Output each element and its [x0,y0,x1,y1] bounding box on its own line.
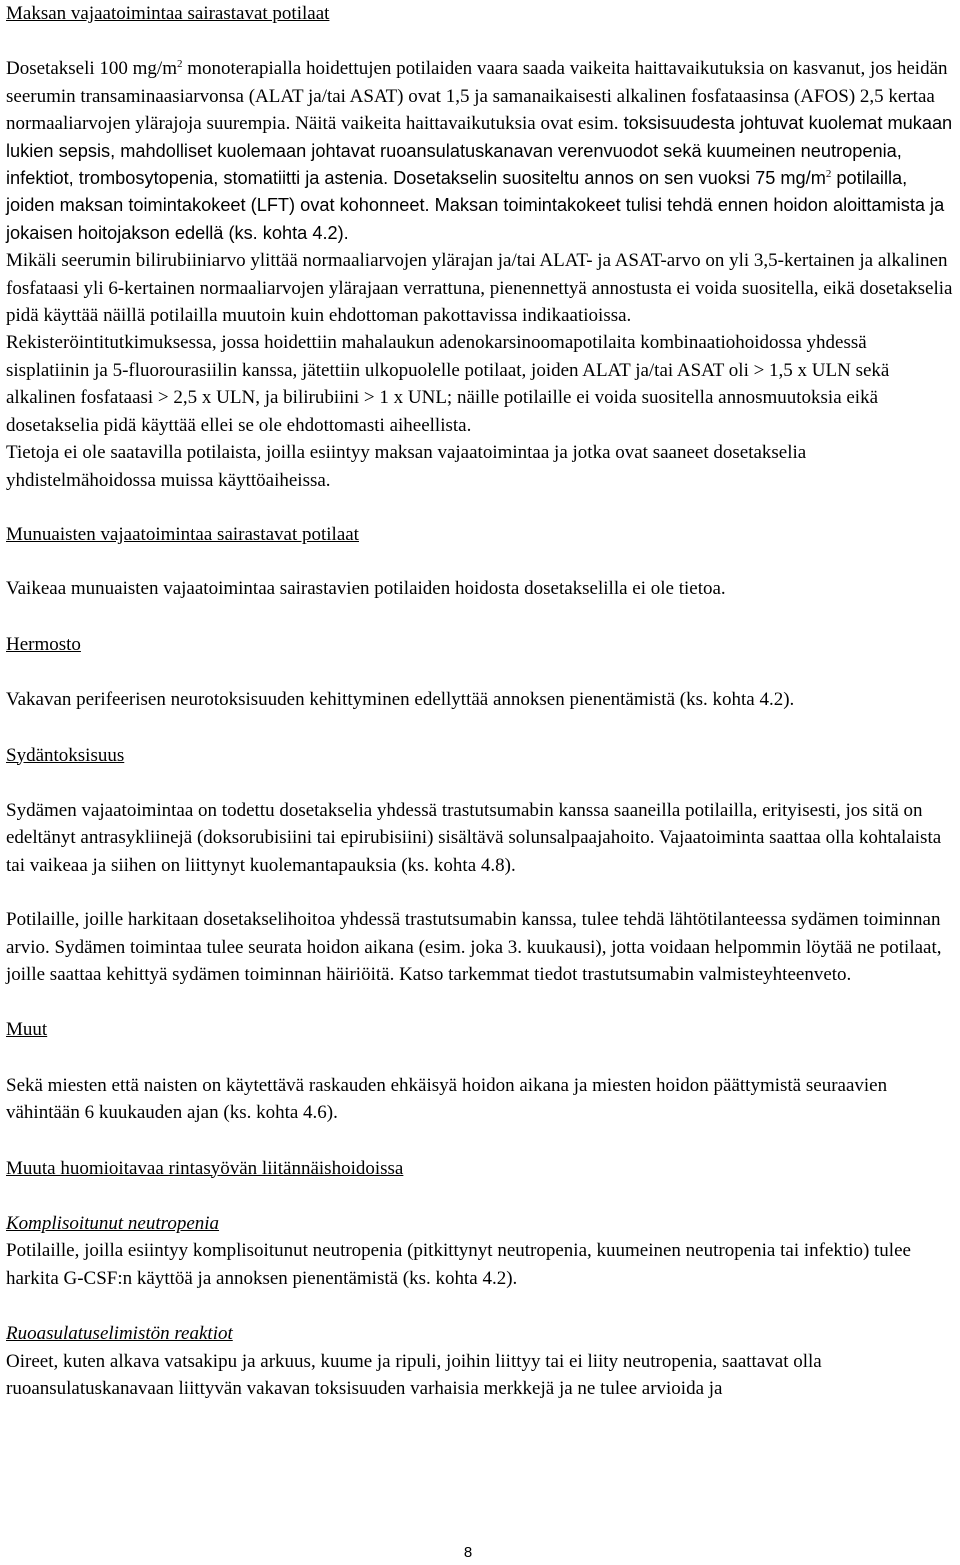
paragraph-adjuvant-1: Potilaille, joilla esiintyy komplisoitunut neutropenia (pitkittynyt neutropenia, kuumeinen neutropenia tai infektio) tulee harkita G-CSF:n käyttöä ja annoksen pienentämistä (ks. kohta 4.2). [6,1240,911,1289]
section-heading-cardiac: Sydäntoksisuus [6,744,125,766]
subheading-complicated-neutropenia: Komplisoitunut neutropenia [6,1213,220,1234]
superscript: 2 [825,168,832,181]
section-heading-liver: Maksan vajaatoimintaa sairastavat potilaat [6,3,330,24]
superscript: 2 [176,58,183,71]
paragraph-liver-4: Tietoja ei ole saatavilla potilaista, joilla esiintyy maksan vajaatoimintaa ja jotka ovat saaneet dosetakselia yhdistelmähoidossa muissa käyttöaiheissa. [6,442,807,491]
section-heading-nervous-system: Hermosto [6,633,81,655]
paragraph-liver-1 [6,55,954,247]
text-run: Dosetakseli 100 mg/m [6,58,177,80]
text-run: potilailla, joiden maksan toimintakokeet (LFT) ovat kohonneet. Maksan toimintakokeet tulisi tehdä ennen hoidon aloittamista ja jokaisen hoitojakson edellä (ks. kohta 4.2). [6,168,945,243]
paragraph-other-1: Sekä miesten että naisten on käytettävä raskauden ehkäisyä hoidon aikana ja miesten hoidon päättymistä seuraavien vähintään 6 kuukauden ajan (ks. kohta 4.6). [6,1074,888,1124]
paragraph-liver-2: Mikäli seerumin bilirubiiniarvo ylittää normaaliarvojen ylärajan ja/tai ALAT- ja ASAT-arvo on yli 3,5-kertainen ja alkalinen fosfataasi yli 6-kertainen normaaliarvojen ylärajaan verrattuna, pienennettyä annostusta ei voida suositella, eikä dosetakselia pidä käyttää näillä potilailla muutoin kuin ehdottoman pakottavissa indikaatioissa. [6,250,953,327]
document-page [6,0,954,1402]
paragraph-kidney-1: Vaikeaa munuaisten vajaatoimintaa sairastavien potilaiden hoidosta dosetakselilla ei ole tietoa. [6,578,726,600]
subheading-gastrointestinal-reactions: Ruoasulatuselimistön reaktiot [6,1323,233,1345]
paragraph-liver-3: Rekisteröintitutkimuksessa, jossa hoidettiin mahalaukun adenokarsinoomapotilaita kombinaatiohoidossa yhdessä sisplatiinin ja 5-fluorourasiilin kanssa, jätettiin ulkopuolelle potilaat, joiden ALAT ja/tai ASAT oli > 1,5 x ULN sekä alkalinen fosfataasi > 2,5 x ULN, ja bilirubiini > 1 x UNL; näille potilaille ei voida suositella annosmuutoksia eikä dosetakselia pidä käyttää ellei se ole ehdottomasti aiheellista. [6,332,890,436]
page-number: 8 [463,1544,473,1561]
paragraph-cardiac-2: Potilaille, joille harkitaan dosetakselihoitoa yhdessä trastutsumabin kanssa, tulee tehdä lähtötilanteessa sydämen toiminnan arvio. Sydämen toimintaa tulee seurata hoidon aikana (esim. joka 3. kuukausi), jotta voidaan helpommin löytää ne potilaat, joille saattaa kehittyä sydämen toiminnan häiriöitä. Katso tarkemmat tiedot trastutsumabin valmisteyhteenveto. [6,909,942,985]
section-heading-other: Muut [6,1019,48,1041]
paragraph-nervous-1: Vakavan perifeerisen neurotoksisuuden kehittyminen edellyttää annoksen pienentämistä (ks. kohta 4.2). [6,689,795,711]
text-run: toksisuudesta johtuvat kuolemat mukaan lukien sepsis, mahdolliset kuolemaan johtavat ruoansulatuskanavan verenvuodot sekä kuumeinen neutropenia, infektiot, trombosytopenia, stomatiitti ja astenia. Dosetakselin suositeltu annos on sen vuoksi 75 mg/m [6,113,953,189]
paragraph-adjuvant-2: Oireet, kuten alkava vatsakipu ja arkuus, kuume ja ripuli, joihin liittyy tai ei liity neutropenia, saattavat olla ruoansulatuskanavaan liittyvän vakavan toksisuuden varhaisia merkkejä ja ne tulee arvioida ja [6,1350,822,1400]
section-heading-kidney: Munuaisten vajaatoimintaa sairastavat potilaat [6,523,359,545]
text-run: monoterapialla hoidettujen potilaiden vaara saada vaikeita haittavaikutuksia on kasvanut, jos heidän seerumin transaminaasiarvonsa (ALAT ja/tai ASAT) ovat 1,5 ja samanaikaisesti alkalinen fosfataasinsa (AFOS) 2,5 kertaa normaaliarvojen ylärajoja suurempia. Näitä vaikeita haittavaikutuksia ovat esim. [6,58,948,135]
paragraph-cardiac-1: Sydämen vajaatoimintaa on todettu dosetakselia yhdessä trastutsumabin kanssa saaneilla potilailla, erityisesti, jos sitä on edeltänyt antrasykliinejä (doksorubisiini tai epirubisiini) sisältävä solunsalpaajahoito. Vajaatoiminta saattaa olla kohtalaista tai vaikeaa ja siihen on liittynyt kuolemantapauksia (ks. kohta 4.8). [6,799,942,876]
section-heading-adjuvant: Muuta huomioitavaa rintasyövän liitännäishoidoissa [6,1157,404,1179]
